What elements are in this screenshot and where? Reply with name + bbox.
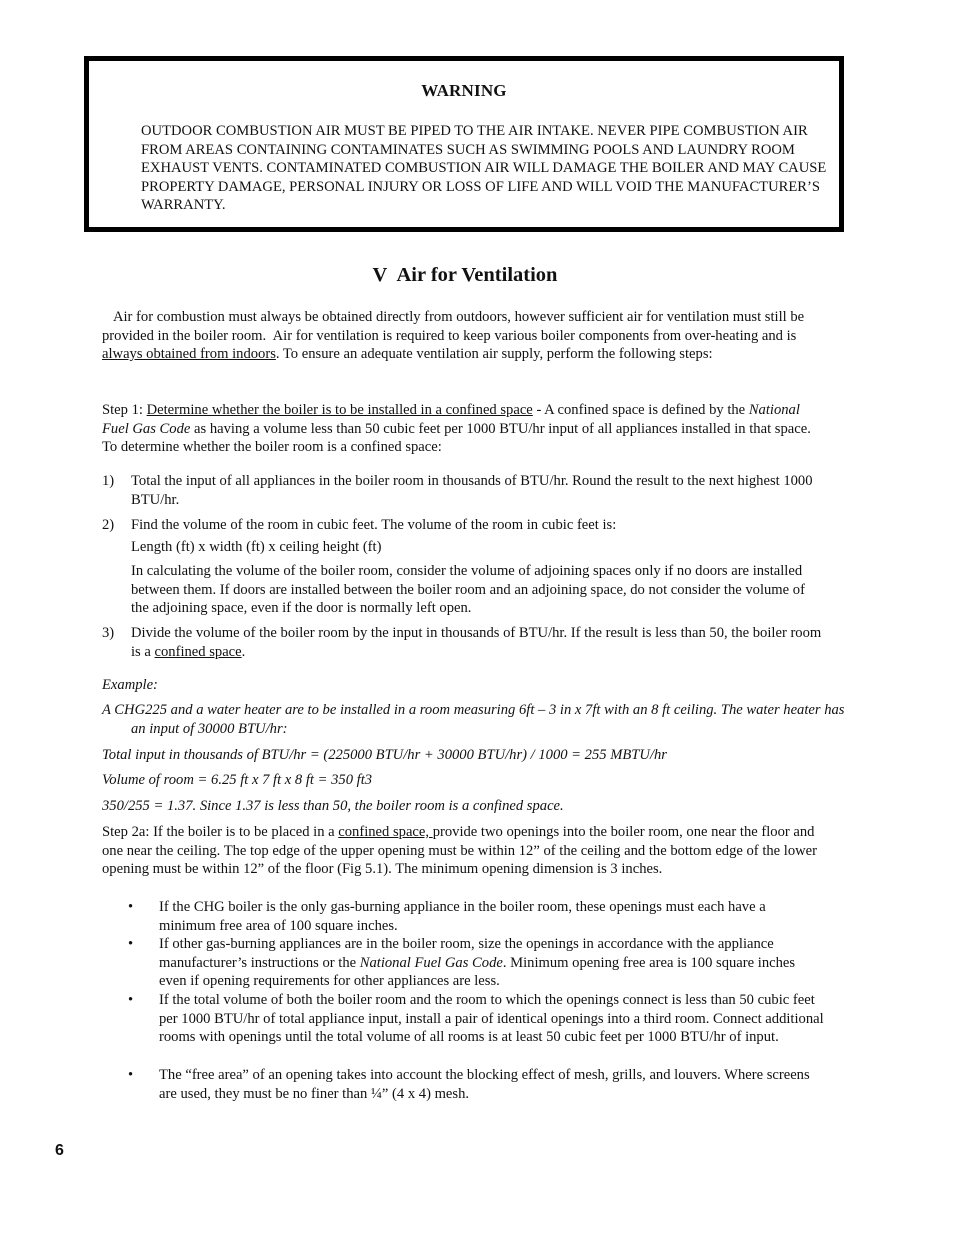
bullet-text: If the CHG boiler is the only gas-burning appliance in the boiler room, these openings must each have a minimum free area of 100 square inches. — [159, 899, 766, 934]
bullet-text-end: . Minimum opening free area is 100 square inches even if opening requirements for other appliances are less. — [159, 954, 796, 990]
item-number: 1) — [102, 473, 115, 489]
intro-paragraph — [102, 308, 824, 364]
volume-note: In calculating the volume of the boiler room, consider the volume of adjoining spaces only if no doors are installed between them. If doors are installed between the boiler room and an adjoining space, do not consider the volume of the adjoining space, even if the door is normally left open. — [131, 563, 805, 617]
item-text: Total the input of all appliances in the boiler room in thousands of BTU/hr. Round the result to the next highest 1000 BTU/hr. — [131, 473, 813, 508]
item-number: 3) — [102, 625, 115, 641]
section-title: Air for Ventilation — [396, 264, 558, 286]
intro-text: Air for combustion must always be obtained directly from outdoors, however sufficient air for ventilation must still be provided in the boiler room. Air for ventilation is required to keep various boiler components from over-heating and is — [102, 309, 808, 344]
step2a-text: Step 2a: If the boiler is to be placed in a — [102, 824, 339, 840]
step2a-text-end: provide two openings into the boiler room, one near the floor and one near the ceiling. The top edge of the upper opening must be within 12” of the ceiling and the bottom edge of the lower opening must be within 12” of the floor (Fig 5.1). The minimum opening dimension is 3 inches. — [102, 824, 818, 878]
section-heading — [0, 264, 930, 287]
example-line-1: A CHG225 and a water heater are to be installed in a room measuring 6ft – 3 in x 7ft with an 8 ft ceiling. The water heater has an input of 30000 BTU/hr: — [102, 702, 845, 737]
item-text-end: . — [241, 643, 246, 660]
bullet-code-name: National Fuel Gas Code — [359, 954, 503, 971]
warning-box — [84, 56, 844, 232]
step1-text: - A confined space is defined by the — [532, 402, 749, 418]
step2a-underlined-text: confined space, — [338, 824, 433, 840]
example-line-3: Volume of room = 6.25 ft x 7 ft x 8 ft = 350 ft3 — [102, 772, 373, 788]
step1-paragraph — [102, 401, 824, 457]
step1-text-end: as having a volume less than 50 cubic feet per 1000 BTU/hr input of all appliances installed in that space. To determine whether the boiler room is a confined space: — [102, 420, 811, 456]
bullet-text — [159, 935, 824, 991]
warning-title: WARNING — [421, 81, 507, 100]
volume-formula: Length (ft) x width (ft) x ceiling height (ft) — [131, 539, 382, 555]
intro-underlined-text: always obtained from indoors — [102, 346, 276, 363]
section-number: V — [372, 264, 388, 286]
item-underlined-text: confined space — [154, 643, 242, 660]
item-text-start: Divide the volume of the boiler room by the input in thousands of BTU/hr. If the result is less than 50, the boiler room is a — [131, 625, 822, 660]
item-text — [131, 624, 824, 661]
item-number: 2) — [102, 517, 115, 533]
bullet-marker: • — [128, 1067, 134, 1083]
example-line-4: 350/255 = 1.37. Since 1.37 is less than 50, the boiler room is a confined space. — [102, 798, 564, 814]
step2a-paragraph — [102, 823, 824, 879]
bullet-marker: • — [128, 899, 134, 915]
bullet-marker: • — [128, 936, 134, 952]
intro-text-end: . To ensure an adequate ventilation air supply, perform the following steps: — [275, 346, 713, 363]
example-label: Example: — [102, 677, 158, 693]
example-line-2: Total input in thousands of BTU/hr = (225000 BTU/hr + 30000 BTU/hr) / 1000 = 255 MBTU/hr — [102, 747, 667, 763]
item-text: Find the volume of the room in cubic feet. The volume of the room in cubic feet is: — [131, 517, 617, 533]
step1-underlined-text: Determine whether the boiler is to be installed in a confined space — [146, 402, 533, 418]
step1-lead: Step 1: — [102, 402, 147, 418]
bullet-text: If the total volume of both the boiler room and the room to which the openings connect is less than 50 cubic feet per 1000 BTU/hr of total appliance input, install a pair of identical openings into a third room. Connect additional rooms with openings until the total volume of all rooms is at least 50 cubic feet per 1000 BTU/hr of input. — [159, 992, 824, 1046]
page-number: 6 — [55, 1142, 64, 1159]
step1-code-name: National Fuel Gas Code — [102, 402, 800, 437]
bullet-marker: • — [128, 992, 134, 1008]
bullet-text-start: If other gas-burning appliances are in the boiler room, size the openings in accordance with the appliance manufacturer’s instructions or the — [159, 936, 774, 971]
warning-text: OUTDOOR COMBUSTION AIR MUST BE PIPED TO THE AIR INTAKE. NEVER PIPE COMBUSTION AIR FROM AREAS CONTAINING CONTAMINATES SUCH AS SWIMMING POOLS AND LAUNDRY ROOM EXHAUST VENTS. CONTAMINATED COMBUSTION AIR WILL DAMAGE THE BOILER AND MAY CAUSE PROPERTY DAMAGE, PERSONAL INJURY OR LOSS OF LIFE AND WILL VOID THE MANUFACTURER’S WARRANTY. — [141, 123, 827, 214]
bullet-text: The “free area” of an opening takes into account the blocking effect of mesh, grills, and louvers. Where screens are used, they must be no finer than ¼” (4 x 4) mesh. — [159, 1067, 810, 1102]
